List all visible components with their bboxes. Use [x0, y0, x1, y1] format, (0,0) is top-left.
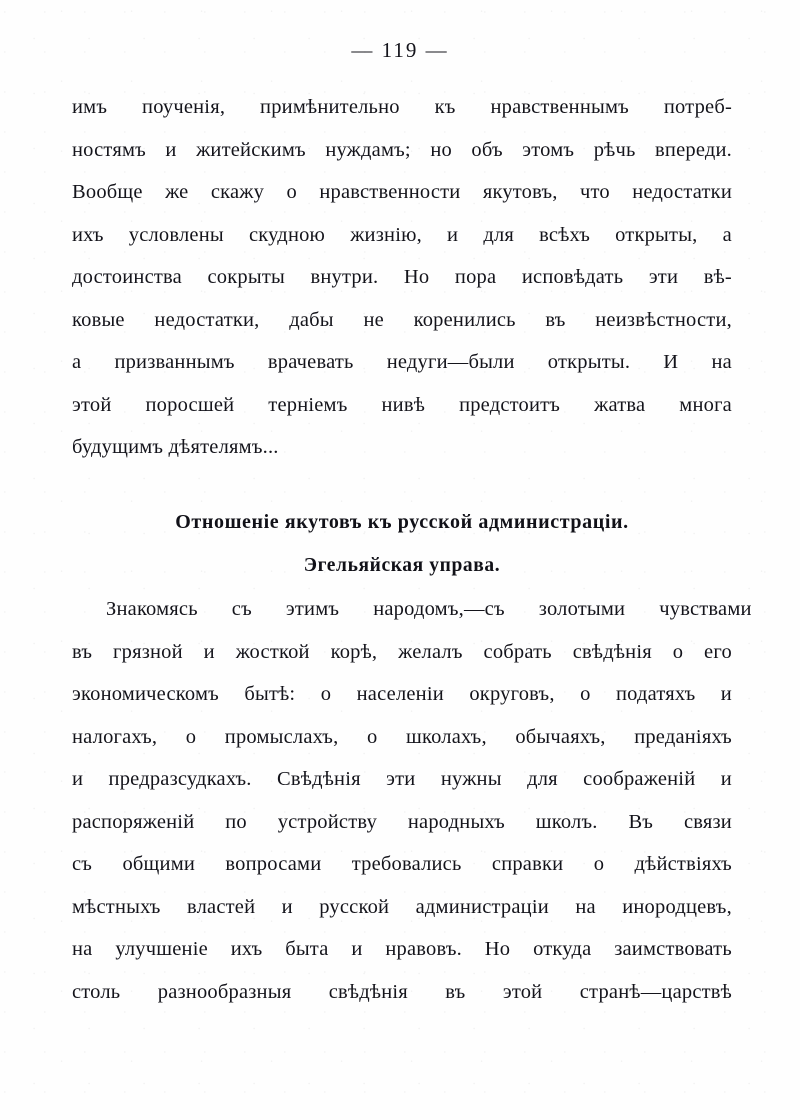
word: нужны — [440, 768, 502, 790]
word: якутовъ, — [482, 181, 558, 203]
word: съ — [231, 598, 252, 620]
text-line — [72, 171, 732, 214]
word: нравственнымъ — [490, 96, 629, 118]
text-line — [72, 129, 732, 172]
word: и — [203, 640, 215, 663]
word: школахъ, — [405, 725, 487, 748]
word: устройству — [277, 810, 378, 833]
text-line — [72, 971, 732, 1014]
word: примѣнительно — [260, 96, 400, 118]
word: въ — [445, 980, 466, 1003]
word: властей — [186, 895, 256, 918]
word: ихъ — [72, 223, 104, 246]
word: грязной — [113, 640, 183, 663]
word: откуда — [533, 938, 592, 960]
word: чувствами — [659, 598, 752, 620]
word: народомъ,—съ — [373, 598, 505, 620]
word: и — [447, 223, 459, 246]
word: эти — [648, 266, 679, 288]
word: всѣхъ — [539, 223, 590, 246]
word: золотыми — [538, 598, 626, 620]
word: для — [483, 223, 515, 246]
text-line — [72, 256, 732, 299]
word: поросшей — [145, 393, 235, 416]
word: недостатки — [632, 181, 732, 203]
word: мѣстныхъ — [72, 895, 161, 918]
word: связи — [683, 810, 732, 833]
word: съ — [72, 853, 93, 875]
word: этомъ — [522, 138, 575, 161]
word: по — [225, 810, 247, 833]
word: для — [527, 768, 558, 790]
word: и — [165, 138, 177, 161]
text-line — [72, 801, 732, 844]
word: Но — [403, 266, 430, 288]
word: распоряженій — [72, 810, 195, 833]
word: экономическомъ — [72, 683, 219, 705]
word: вопросами — [225, 853, 322, 875]
word: странѣ—царствѣ — [579, 980, 732, 1003]
word: свѣдѣнія — [572, 640, 652, 663]
text-line — [72, 928, 732, 971]
word: нуждамъ; — [325, 138, 411, 161]
word: недостатки, — [154, 308, 260, 331]
word: имъ — [72, 96, 108, 118]
word: корѣ, — [330, 640, 378, 663]
word: свѣдѣнія — [328, 980, 408, 1003]
word: школъ. — [535, 810, 598, 833]
word: справки — [491, 853, 564, 875]
word: нравственности — [319, 181, 461, 203]
word: столь — [72, 980, 121, 1003]
word: населеніи — [356, 683, 444, 705]
word: русской — [319, 895, 390, 918]
word: что — [580, 181, 610, 203]
word: а — [722, 223, 732, 246]
word: и — [351, 938, 363, 960]
text-line — [72, 86, 732, 129]
word: но — [430, 138, 452, 161]
word: въ — [545, 308, 566, 331]
word: рѣчь — [593, 138, 636, 161]
word: предстоитъ — [459, 393, 561, 416]
word: о — [672, 640, 684, 663]
word: общими — [122, 853, 196, 875]
word: же — [165, 181, 189, 203]
word: о — [286, 181, 297, 203]
word: врачевать — [267, 351, 354, 373]
word: этимъ — [285, 598, 340, 620]
word: къ — [434, 96, 456, 118]
text-line — [72, 214, 732, 257]
word: пора — [454, 266, 497, 288]
word: дабы — [289, 308, 334, 331]
word: а — [72, 351, 82, 373]
word: преданіяхъ — [634, 725, 732, 748]
body-paragraph-first — [72, 86, 732, 469]
word: нивѣ — [381, 393, 426, 416]
word: этой — [502, 980, 543, 1003]
word: Знакомясь — [106, 598, 198, 620]
word: ковые — [72, 308, 125, 331]
word: не — [363, 308, 384, 331]
word: условлены — [128, 223, 224, 246]
word: неизвѣстности, — [595, 308, 732, 331]
word: народныхъ — [407, 810, 505, 833]
word: исповѣдать — [521, 266, 624, 288]
word: житейскимъ — [196, 138, 306, 161]
body-paragraph-second — [72, 588, 752, 1013]
word: соображеній — [583, 768, 696, 790]
text-line — [72, 843, 732, 886]
word: ихъ — [230, 938, 263, 960]
word: и — [72, 768, 84, 790]
section-headings — [72, 500, 732, 588]
word: требовались — [351, 853, 462, 875]
word: бытѣ: — [244, 683, 296, 705]
text-line — [72, 384, 732, 427]
word: быта — [285, 938, 329, 960]
word: Въ — [628, 810, 654, 833]
word: улучшеніе — [115, 938, 208, 960]
word: жосткой — [235, 640, 310, 663]
word: заимствовать — [614, 938, 732, 960]
word: Но — [484, 938, 511, 960]
word: ностямъ — [72, 138, 146, 161]
word: о — [580, 683, 591, 705]
word: о — [366, 725, 378, 748]
word: жизнію, — [350, 223, 422, 246]
word: И — [663, 351, 679, 373]
word: его — [704, 640, 732, 663]
word: Свѣдѣнія — [277, 768, 361, 790]
text-line — [72, 886, 732, 929]
word: скудною — [248, 223, 326, 246]
word: коренились — [413, 308, 516, 331]
word: промыслахъ, — [224, 725, 339, 748]
word: многа — [679, 393, 732, 416]
word: призваннымъ — [114, 351, 235, 373]
word: желалъ — [398, 640, 463, 663]
word: терніемъ — [268, 393, 348, 416]
word: потреб- — [663, 96, 732, 118]
word: открыты, — [615, 223, 698, 246]
word: впереди. — [655, 138, 732, 161]
word: дѣйствіяхъ — [634, 853, 732, 875]
text-line — [72, 341, 732, 384]
word: на — [575, 895, 596, 918]
text-line — [72, 631, 732, 674]
word: администраціи — [415, 895, 549, 918]
section-heading-sub: Эгельяйская управа. — [303, 555, 501, 576]
text-line — [72, 758, 732, 801]
word: налогахъ, — [72, 725, 158, 748]
text-line — [72, 716, 732, 759]
word: разнообразныя — [157, 980, 292, 1003]
word: Вообще — [72, 181, 143, 203]
word: вѣ- — [703, 266, 732, 288]
word: эти — [386, 768, 416, 790]
word: предразсудкахъ. — [108, 768, 252, 790]
word: недуги—были — [386, 351, 515, 373]
word: на — [72, 938, 93, 960]
section-heading-main: Отношеніе якутовъ къ русской администраціи. — [175, 511, 629, 533]
word: и — [720, 768, 732, 790]
word: сокрыты — [207, 266, 285, 288]
text-line — [72, 673, 732, 716]
word: скажу — [210, 181, 265, 203]
word: достоинства — [72, 266, 182, 288]
word: податяхъ — [615, 683, 696, 705]
word: въ — [72, 640, 93, 663]
word: о — [320, 683, 332, 705]
word: и — [281, 895, 293, 918]
word: этой — [72, 393, 112, 416]
word: обычаяхъ, — [515, 725, 606, 748]
word: открыты. — [547, 351, 631, 373]
word: инородцевъ, — [622, 895, 732, 918]
word: жатва — [594, 393, 646, 416]
word: о — [593, 853, 605, 875]
word: нравовъ. — [385, 938, 462, 960]
word: внутри. — [310, 266, 379, 288]
text-line: будущимъ дѣятелямъ... — [72, 436, 279, 458]
text-line — [72, 299, 732, 342]
word: объ — [471, 138, 503, 161]
word: на — [711, 351, 732, 373]
page-number: — 119 — — [351, 38, 449, 62]
word: округовъ, — [469, 683, 555, 705]
word: поученія, — [142, 96, 226, 118]
word: собрать — [483, 640, 552, 663]
word: и — [720, 683, 732, 705]
text-line — [72, 588, 752, 631]
word: о — [185, 725, 197, 748]
